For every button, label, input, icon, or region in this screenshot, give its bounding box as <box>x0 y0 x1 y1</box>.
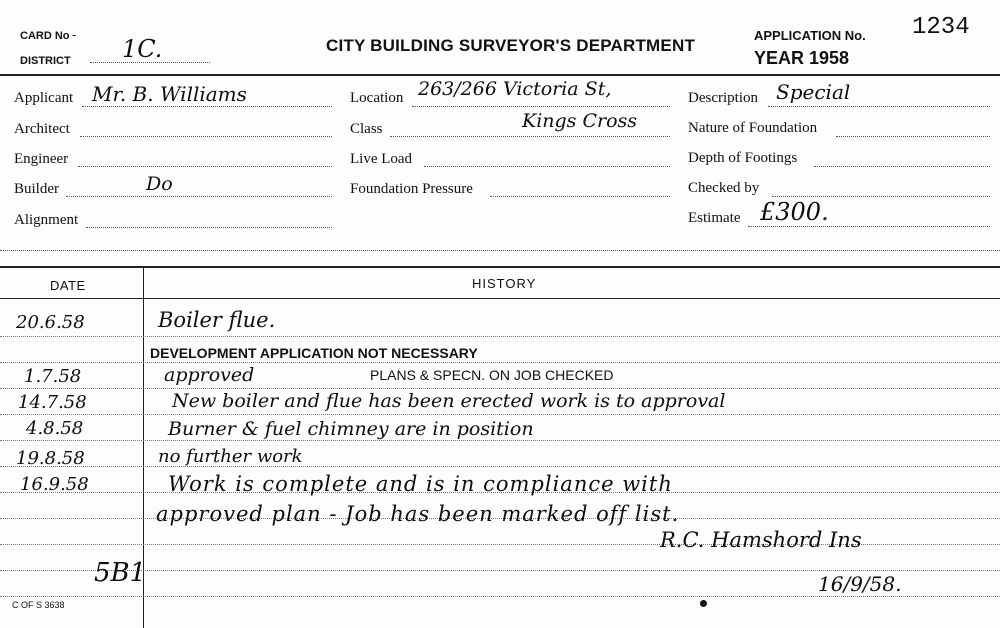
district-label: DISTRICT <box>20 55 71 67</box>
ruled-line <box>0 414 1000 415</box>
location-value-1: 263/266 Victoria St, <box>418 78 612 100</box>
history-entry: approved plan - Job has been marked off list. <box>156 502 680 526</box>
history-entry: no further work <box>158 446 303 467</box>
location-value-2: Kings Cross <box>522 110 638 132</box>
description-value: Special <box>776 80 851 104</box>
plans-checked-stamp: PLANS & SPECN. ON JOB CHECKED <box>370 367 614 383</box>
ruled-line <box>0 596 1000 597</box>
district-value: 1C. <box>122 35 163 63</box>
class-line <box>390 136 670 137</box>
ruled-line <box>0 336 1000 337</box>
fields-bottom-line <box>0 250 1000 251</box>
engineer-line <box>78 166 332 167</box>
card-no-mark: - <box>72 28 77 43</box>
description-line <box>768 106 990 107</box>
checked-by-line <box>772 196 990 197</box>
checked-by-label: Checked by <box>688 180 760 196</box>
location-line <box>412 106 670 107</box>
builder-line <box>66 196 332 197</box>
inspector-signature: R.C. Hamshord Ins <box>660 528 862 552</box>
estimate-value: £300. <box>760 198 829 226</box>
history-date: 14.7.58 <box>18 392 87 413</box>
architect-line <box>80 136 332 137</box>
table-top-rule <box>0 266 1000 268</box>
estimate-label: Estimate <box>688 210 741 226</box>
nature-of-foundation-label: Nature of Foundation <box>688 120 818 136</box>
live-load-label: Live Load <box>350 151 413 167</box>
history-date: 20.6.58 <box>16 312 85 333</box>
alignment-line <box>86 227 332 228</box>
foundation-pressure-label: Foundation Pressure <box>350 181 473 197</box>
year-label: YEAR 1958 <box>754 48 850 68</box>
development-stamp: DEVELOPMENT APPLICATION NOT NECESSARY <box>150 345 478 361</box>
history-date: 4.8.58 <box>26 418 84 439</box>
class-label: Class <box>350 121 383 137</box>
nature-of-foundation-line <box>836 136 990 137</box>
architect-label: Architect <box>14 121 70 137</box>
foundation-pressure-line <box>490 196 670 197</box>
ruled-line <box>0 362 1000 363</box>
header-rule <box>0 74 1000 76</box>
ruled-line <box>0 466 1000 467</box>
live-load-line <box>424 166 670 167</box>
description-label: Description <box>688 90 758 106</box>
estimate-line <box>748 226 990 227</box>
history-date: 19.8.58 <box>16 448 85 469</box>
table-header-rule <box>0 298 1000 299</box>
department-title: CITY BUILDING SURVEYOR'S DEPARTMENT <box>326 36 696 55</box>
ruled-line <box>0 388 1000 389</box>
history-entry: Work is complete and is in compliance with <box>168 472 673 496</box>
alignment-label: Alignment <box>14 212 79 228</box>
history-entry: approved <box>164 364 255 386</box>
ruled-line <box>0 570 1000 571</box>
applicant-line <box>82 106 332 107</box>
history-date: 16.9.58 <box>20 474 89 495</box>
depth-of-footings-label: Depth of Footings <box>688 150 798 166</box>
history-date: 1.7.58 <box>24 366 82 387</box>
engineer-label: Engineer <box>14 151 69 167</box>
applicant-value: Mr. B. Williams <box>92 82 247 106</box>
history-column-header: HISTORY <box>472 276 537 291</box>
application-number: 1234 <box>912 14 970 41</box>
history-entry: Burner & fuel chimney are in position <box>168 418 534 440</box>
date-column-header: DATE <box>50 278 86 293</box>
signature-date: 16/9/58. <box>818 572 902 596</box>
history-entry: New boiler and flue has been erected work is to approval <box>172 390 726 412</box>
builder-value: Do <box>146 173 173 195</box>
ruled-line <box>0 440 1000 441</box>
depth-of-footings-line <box>814 166 990 167</box>
application-label: APPLICATION No. <box>754 28 866 43</box>
history-entry: Boiler flue. <box>158 308 276 332</box>
margin-note: 5B1 <box>94 558 147 588</box>
card-no-label: CARD No <box>20 30 70 42</box>
form-code: C OF S 3638 <box>12 600 65 610</box>
ink-spot <box>700 600 707 607</box>
applicant-label: Applicant <box>14 90 74 106</box>
builder-label: Builder <box>14 181 59 197</box>
location-label: Location <box>350 90 404 106</box>
